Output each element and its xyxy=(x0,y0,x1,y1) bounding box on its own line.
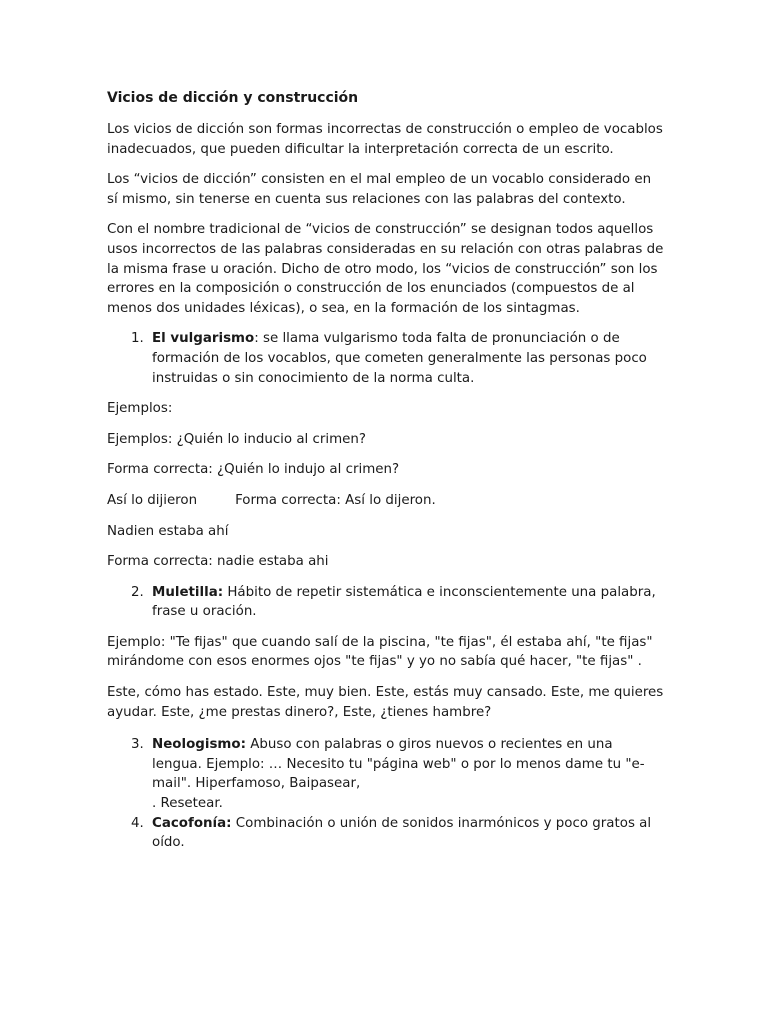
list-item-vulgarismo xyxy=(107,329,664,388)
list-number: 1. xyxy=(131,331,144,347)
example-line: Forma correcta: ¿Quién lo indujo al crimen? xyxy=(107,462,400,478)
list-text: : se llama vulgarismo toda falta de pronunciación o de formación de los vocablos, que cometen generalmente las personas poco instruidas o sin conocimiento de la norma culta. xyxy=(152,331,647,386)
example-paragraph: Este, cómo has estado. Este, muy bien. Este, estás muy cansado. Este, me quieres ayudar. Este, ¿me prestas dinero?, Este, ¿tienes hambre? xyxy=(107,685,664,720)
list-number: 2. xyxy=(131,584,144,600)
example-line: Nadien estaba ahí xyxy=(107,523,229,539)
list-term: Muletilla: xyxy=(152,584,224,600)
intro-paragraph-3: Con el nombre tradicional de “vicios de construcción” se designan todos aquellos usos incorrectos de las palabras consideradas en su relación con otras palabras de la misma frase u oración. Dicho de otro modo, los “vicios de construcción” son los errores en la composición o construcción de los enunciados (compuestos de al menos dos unidades léxicas), o sea, en la formación de los sintagmas. xyxy=(107,222,664,316)
example-line xyxy=(107,491,664,511)
examples-heading: Ejemplos: xyxy=(107,401,173,417)
example-line: Forma correcta: nadie estaba ahi xyxy=(107,554,329,570)
list-text: Hábito de repetir sistemática e inconscientemente una palabra, frase u oración. xyxy=(152,584,656,620)
list-term: Neologismo: xyxy=(152,737,246,753)
list-item-neologismo xyxy=(107,735,664,813)
example-paragraph: Ejemplo: "Te fijas" que cuando salí de la piscina, "te fijas", él estaba ahí, "te fijas" mirándome con esos enormes ojos "te fijas" y yo no sabía qué hacer, "te fijas" . xyxy=(107,634,653,670)
example-wrong: Así lo dijieron xyxy=(107,492,198,508)
list-number: 4. xyxy=(131,815,144,831)
intro-paragraph-2: Los “vicios de dicción” consisten en el mal empleo de un vocablo considerado en sí mismo, sin tenerse en cuenta sus relaciones con las palabras del contexto. xyxy=(107,172,652,207)
intro-paragraph-1: Los vicios de dicción son formas incorrectas de construcción o empleo de vocablos inadecuados, que pueden dificultar la interpretación correcta de un escrito. xyxy=(107,122,663,157)
list-text: Combinación o unión de sonidos inarmónicos y poco gratos al oído. xyxy=(152,815,652,851)
list-text: Abuso con palabras o giros nuevos o recientes en una lengua. Ejemplo: … Necesito tu "página web" o por lo menos dame tu "e-mail". Hiperfamoso, Baipasear, xyxy=(152,737,645,792)
list-term: Cacofonía: xyxy=(152,815,232,831)
list-item-cacofonia xyxy=(107,814,664,853)
list-number: 3. xyxy=(131,737,144,753)
example-right: Forma correcta: Así lo dijeron. xyxy=(235,492,436,508)
list-continuation: . Resetear. xyxy=(152,796,223,812)
document-title: Vicios de dicción y construcción xyxy=(107,90,359,106)
example-line: Ejemplos: ¿Quién lo inducio al crimen? xyxy=(107,431,366,447)
list-item-muletilla xyxy=(107,583,664,622)
list-term: El vulgarismo xyxy=(152,331,255,347)
